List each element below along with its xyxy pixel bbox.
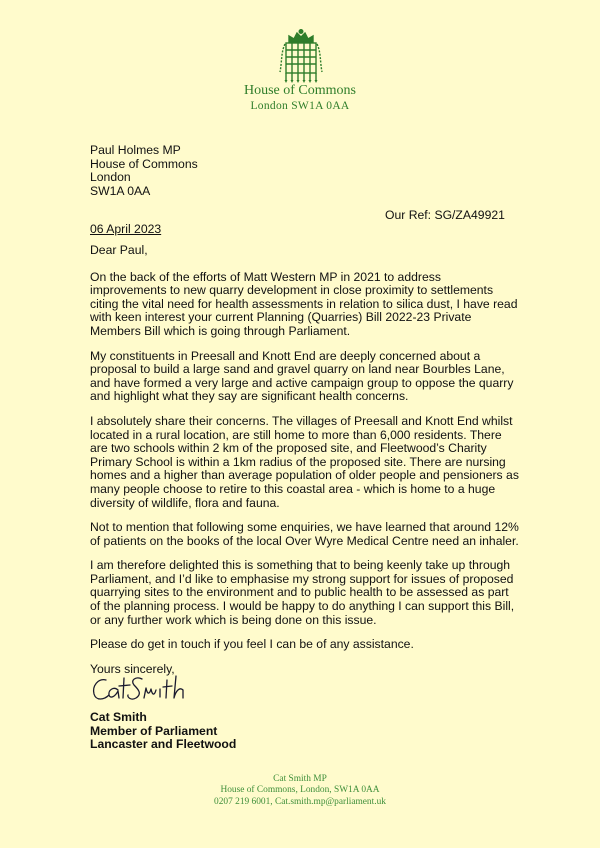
- recipient-line: SW1A 0AA: [90, 183, 151, 198]
- closing: Yours sincerely,: [90, 661, 175, 676]
- signature-block: [90, 711, 236, 752]
- body-paragraph: My constituents in Preesall and Knott End are deeply concerned about a proposal to build a large sand and gravel quarry on land near Bourbles Lane, and have formed a very large and active campaign group to oppose the quarry and highlight what they say are significant health concerns.: [90, 348, 514, 404]
- recipient-line: House of Commons: [90, 156, 198, 171]
- body-paragraph: On the back of the efforts of Matt Western MP in 2021 to address improvements to new quarry development in close proximity to settlements citing the vital need for health assessments in relation to silica dust, I have read with keen interest your current Planning (Quarries) Bill 2022-23 Private Members Bill which is going through Parliament.: [90, 269, 518, 338]
- reference-number: Our Ref: SG/ZA49921: [385, 208, 505, 222]
- footer-line: Cat Smith MP: [273, 774, 327, 784]
- body-paragraph: Not to mention that following some enquiries, we have learned that around 12% of patients on the books of the local Over Wyre Medical Centre need an inhaler.: [90, 520, 519, 548]
- letterhead-name: House of Commons: [244, 83, 356, 98]
- body-paragraph: I absolutely share their concerns. The villages of Preesall and Knott End whilst located in a rural location, are still home to more than 6,000 residents. There are two schools within 2 km of the proposed site, and Fleetwood’s Charity Primary School is within a 1km radius of the proposed site. There are nursing homes and a higher than average population of older people and pensioners as many people choose to retire to this coastal area - which is home to a huge diversity of wildlife, flora and fauna.: [90, 413, 519, 510]
- handwritten-signature: [90, 670, 195, 706]
- letter-date: 06 April 2023: [90, 222, 162, 236]
- recipient-line: London: [90, 170, 131, 185]
- footer-line: House of Commons, London, SW1A 0AA: [220, 785, 380, 796]
- letter-footer: [0, 774, 600, 808]
- portcullis-icon: [277, 28, 325, 84]
- letterhead: [0, 83, 600, 113]
- body-paragraph: I am therefore delighted this is something that to being keenly take up through Parliament, and I’d like to emphasise my strong support for issues of proposed quarrying sites to the environment and to public health to be assessed as part of the planning process. I would be happy to do anything I can support this Bill, or any further work which is being done on this issue.: [90, 558, 515, 627]
- body-paragraph: Please do get in touch if you feel I can be of any assistance.: [90, 637, 414, 652]
- letter-body: [90, 244, 520, 687]
- signatory-constituency: Lancaster and Fleetwood: [90, 737, 237, 752]
- letterhead-address: London SW1A 0AA: [250, 100, 350, 112]
- signatory-title: Member of Parliament: [90, 723, 218, 738]
- signatory-name: Cat Smith: [90, 710, 147, 724]
- recipient-line: Paul Holmes MP: [90, 143, 181, 157]
- salutation: Dear Paul,: [90, 243, 148, 257]
- recipient-address: [90, 144, 198, 198]
- footer-line: 0207 219 6001, Cat.smith.mp@parliament.uk: [214, 796, 386, 807]
